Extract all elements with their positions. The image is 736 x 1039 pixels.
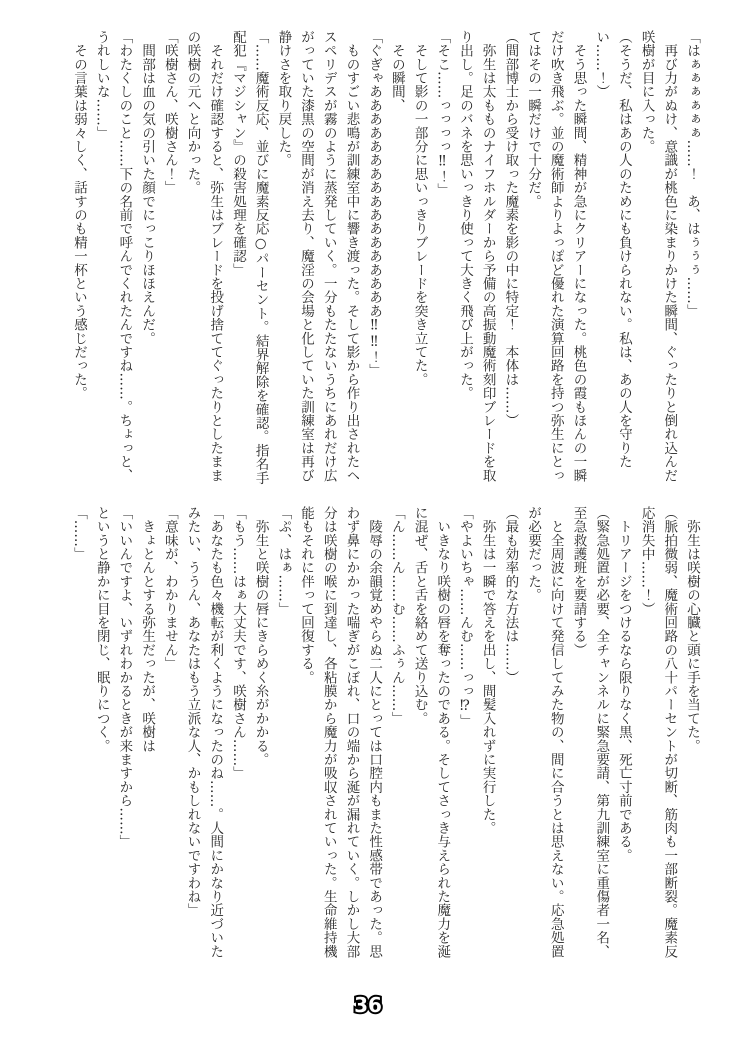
paragraph: 「やよいちゃ……んむ……っっ⁉」 bbox=[456, 506, 473, 728]
paragraph: いきなり咲樹の唇を奪ったのである。そしてさっき与えられた魔力を涎に混ぜ、舌と舌を絡めて送り込む。 bbox=[411, 506, 451, 959]
paragraph: 弥生は咲樹の心臓と頭に手を当てた。 bbox=[684, 506, 700, 753]
paragraph: 「はぁぁぁぁぁぁ……！ あ、はぅぅぅ……」 bbox=[684, 30, 700, 318]
paragraph: 再び力がぬけ、意識が桃色に染まりかけた瞬間、ぐったりと倒れ込んだ咲樹が目に入った。 bbox=[638, 30, 678, 483]
paragraph: 「……魔術反応、並びに魔素反応○パーセント。結界解除を確認。指名手配犯『マジシャン』の殺害処理を確認」 bbox=[229, 30, 269, 485]
paragraph: 「わたくしのこと……下の名前で呼んでくれたんですね……。ちょっと、うれしいな……」 bbox=[93, 30, 133, 483]
paragraph: 「ん……ん……む……ふぅん……」 bbox=[388, 506, 405, 726]
paragraph: 弥生は太もものナイフホルダーから予備の高振動魔術刻印ブレードを取り出し。足のバネを思いっきり使って大きく飛び上がった。 bbox=[456, 30, 496, 483]
paragraph: 「ぷ、はぁ……」 bbox=[275, 506, 292, 616]
paragraph: 陵辱の余韻覚めやらぬ二人にとっては口腔内もまた性感帯であった。思わず鼻にかかった喘ぎがこぼれ、口の端から涎が漏れていく。しかし大部分は咲樹の喉に到達し、各粘膜から魔力が吸収されていった。生命維持機能もそれに伴って回復する。 bbox=[298, 506, 383, 959]
paragraph: ものすごい悲鳴が訓練室中に響き渡った。そして影から作り出されたヘスペリデスが霧のように蒸発していく。一分もたたないうちにあれだけ広がっていた漆黒の空間が消え去り、魔淫の会場と化していた訓練室は再び静けさを取り戻した。 bbox=[275, 30, 360, 483]
paragraph: と全周波に向けて発信してみた物の、間に合うとは思えない。応急処置が必要だった。 bbox=[525, 506, 564, 959]
paragraph: （緊急処置が必要、全チャンネルに緊急要請、第九訓練室に重傷者一名、至急救護班を要請する） bbox=[570, 506, 610, 959]
paragraph: 「もう……はぁ大丈夫です、咲樹さん……」 bbox=[229, 506, 246, 780]
paragraph: （脈拍微弱、魔術回路の八十パーセントが切断、筋肉も一部断裂。魔素反応消失中……！） bbox=[638, 506, 678, 959]
paragraph: きょとんとする弥生だったが、咲樹は bbox=[139, 506, 156, 753]
paragraph: （間部博士から受け取った魔素を影の中に特定！ 本体は……） bbox=[502, 30, 519, 428]
paragraph: 「ぐぎゃあああああああああああああああああ‼‼！」 bbox=[366, 30, 383, 378]
paragraph: トリアージをつけるなら限りなく黒、死亡寸前である。 bbox=[615, 506, 632, 863]
paragraph: 「……」 bbox=[71, 506, 88, 561]
paragraph: 「あなたも色々機転が利くようになったのね……。人間にかなり近づいたみたい、ううん、あなたはもう立派な人、かもしれないですわね」 bbox=[184, 506, 224, 959]
paragraph: （そうだ、私はあの人のためにも負けられない。私は、あの人を守りたい……！） bbox=[593, 30, 632, 469]
page-number: 36 bbox=[354, 993, 382, 1017]
paragraph: その言葉は弱々しく、話すのも精一杯という感じだった。 bbox=[71, 30, 88, 400]
paragraph: そう思った瞬間、精神が急にクリアーになった。桃色の霞もほんの一瞬だけ吹き飛ぶ。並の魔術師よりよっぽど優れた演算回路を持つ弥生にとってはその一瞬だけで十分だ。 bbox=[525, 30, 587, 483]
paragraph: 弥生と咲樹の唇にきらめく糸がかかる。 bbox=[252, 506, 269, 767]
paragraph: その瞬間、 bbox=[388, 30, 405, 113]
paragraph: 弥生は一瞬で答えを出し、間髪入れずに実行した。 bbox=[479, 506, 496, 835]
paragraph: 「いいんですよ、いずれわかるときが来ますから……」 bbox=[116, 506, 133, 849]
paragraph: （最も効率的な方法は……） bbox=[502, 506, 519, 685]
paragraph: というと静かに目を閉じ、眠りにつく。 bbox=[93, 506, 110, 753]
text-block-top bbox=[67, 30, 703, 488]
text-block-bottom bbox=[67, 506, 703, 964]
paragraph: 「そこ……っっっっ‼！」 bbox=[434, 30, 451, 197]
paragraph: 間部は血の気の引いた顔でにっこりほほえんだ。 bbox=[139, 30, 156, 346]
paragraph: そして影の一部分に思いっきりブレードを突き立てた。 bbox=[411, 30, 428, 387]
paragraph: 「咲樹さん、咲樹さん！」 bbox=[161, 30, 178, 195]
paragraph: 「意味が、わかりません」 bbox=[161, 506, 178, 671]
paragraph: それだけ確認すると、弥生はブレードを投げ捨ててぐったりとしたままの咲樹の元へと向かった。 bbox=[184, 30, 224, 483]
